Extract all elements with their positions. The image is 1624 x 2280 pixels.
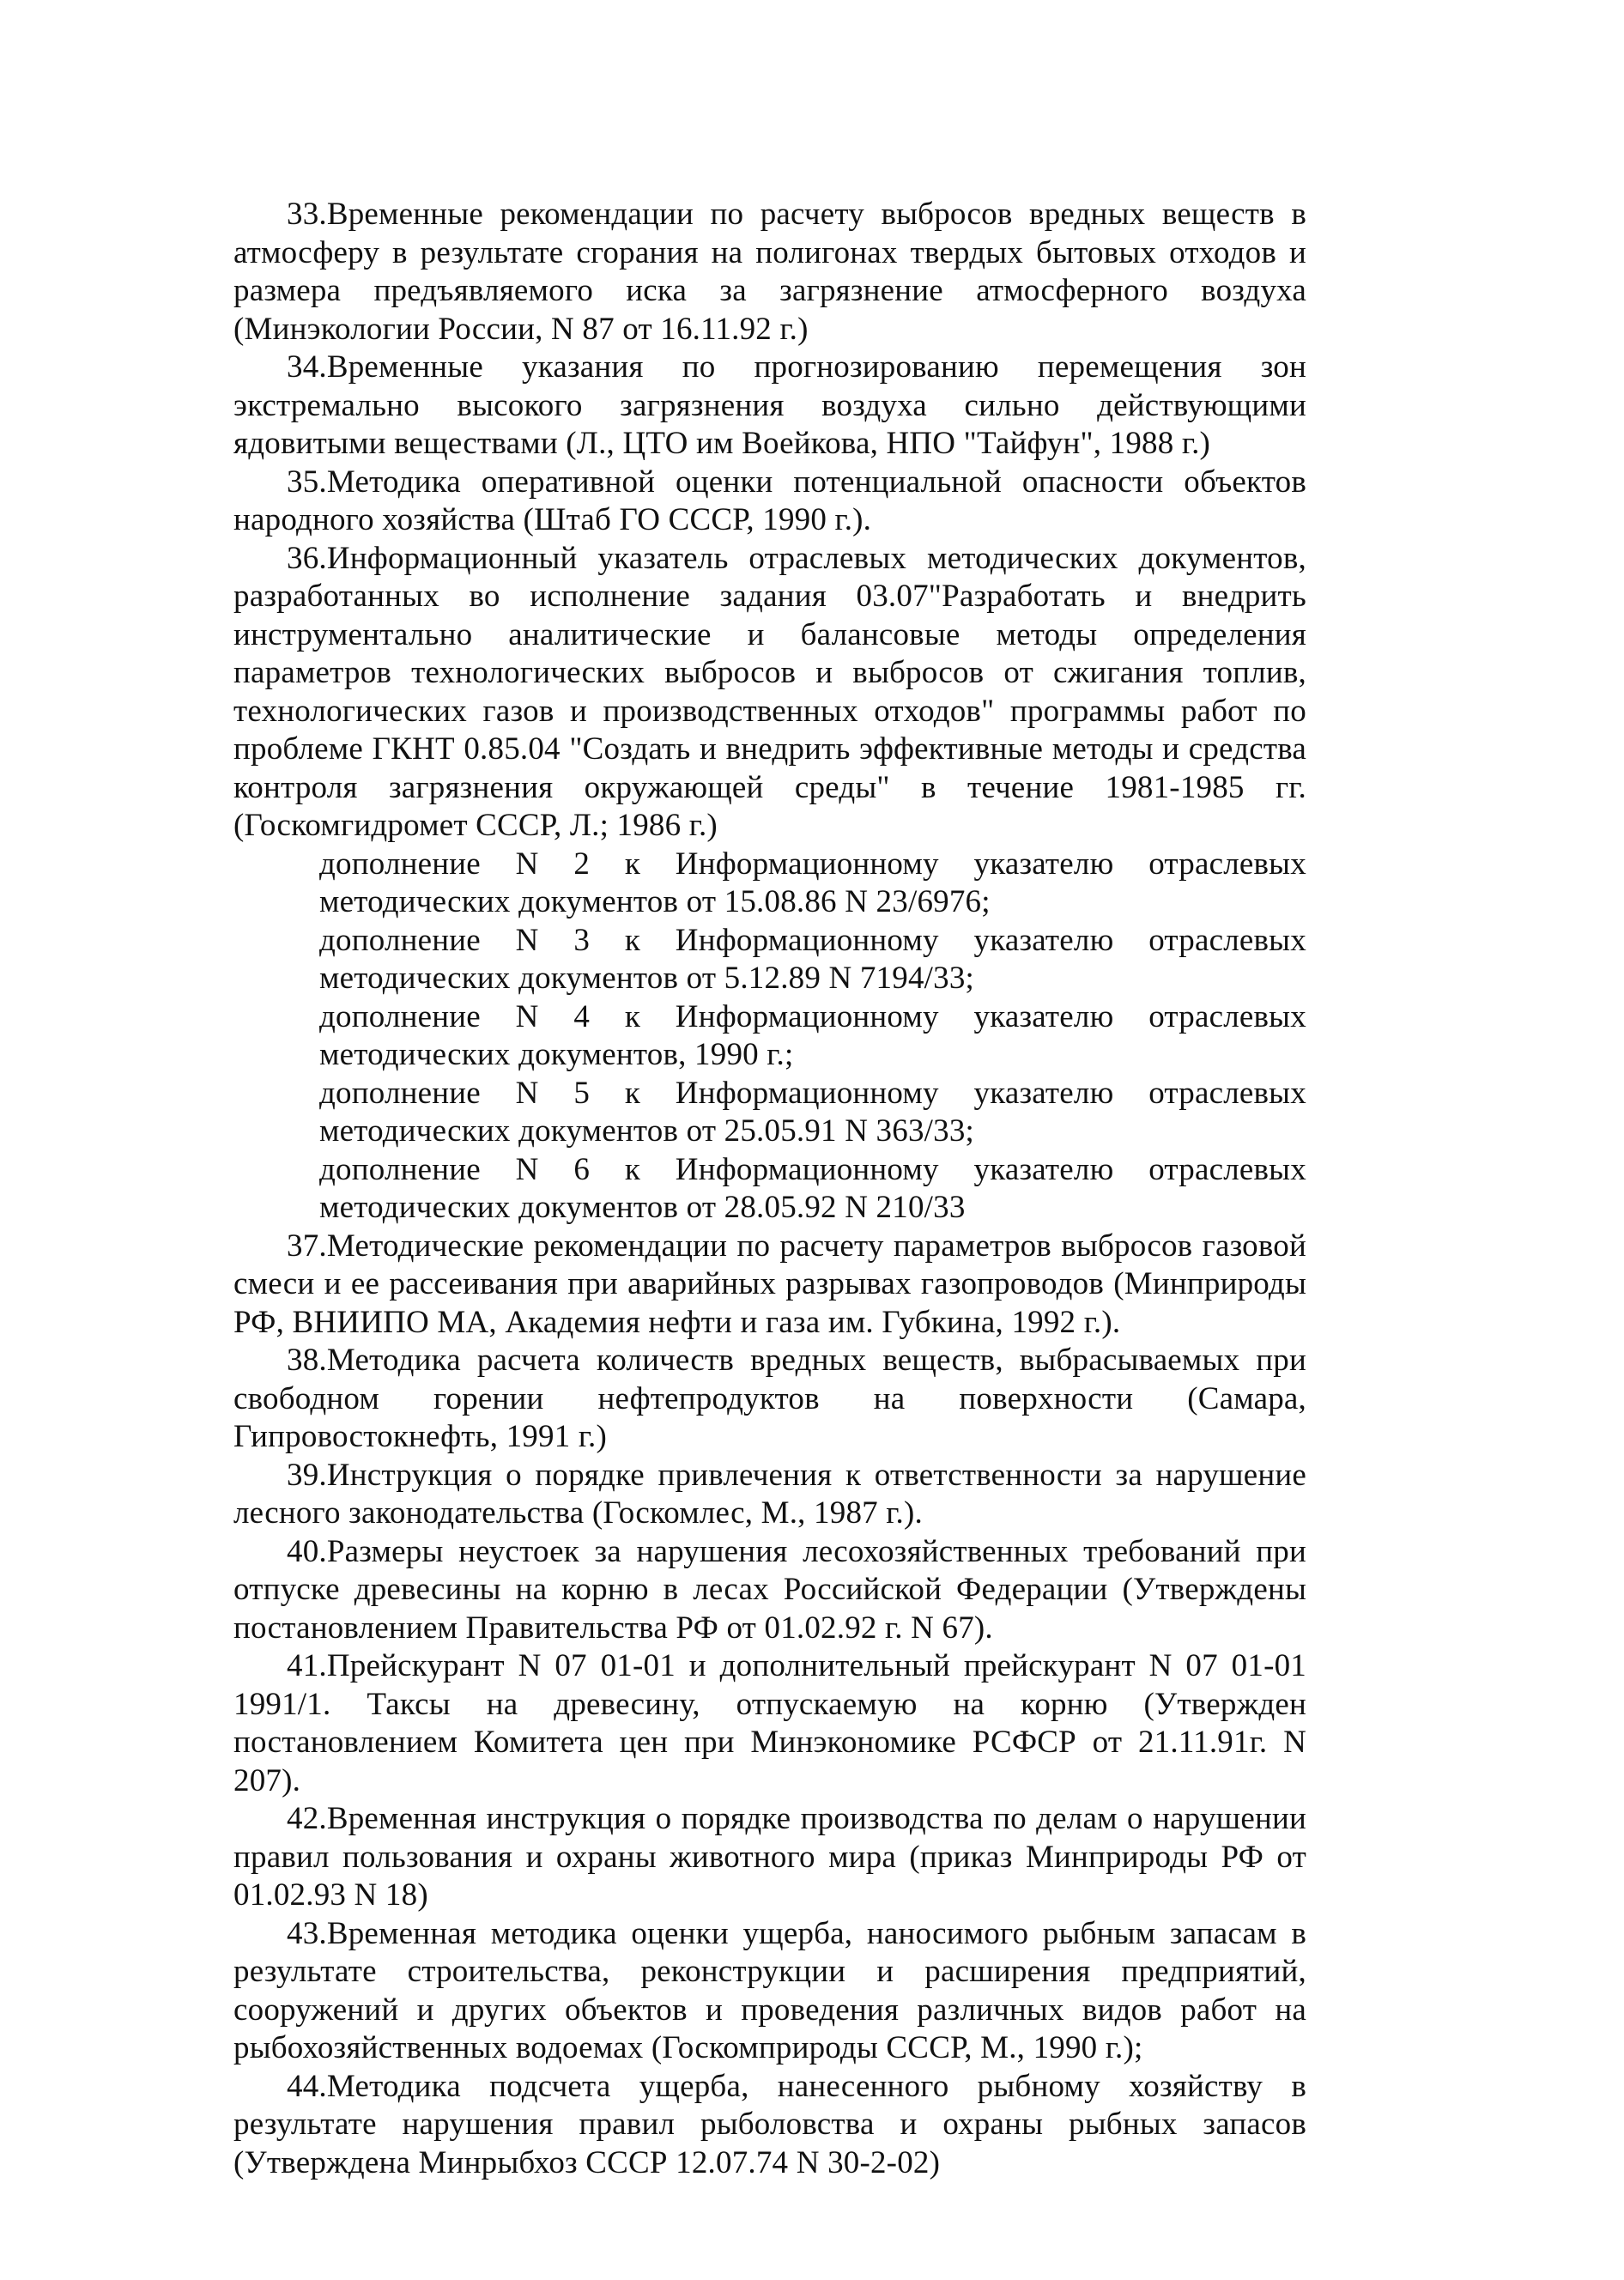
supplement-word: отраслевых	[1148, 922, 1306, 958]
supplement-word: 4	[573, 998, 591, 1034]
supplement-word: N	[515, 846, 539, 882]
supplement-word: 3	[573, 922, 591, 958]
document-page	[233, 196, 1306, 2182]
supplement-word: отраслевых	[1148, 846, 1306, 882]
supplement-word: дополнение	[319, 1151, 481, 1187]
supplement-title-line	[319, 1151, 1306, 1190]
supplement-title-line	[319, 1075, 1306, 1113]
supplement-word: отраслевых	[1148, 1075, 1306, 1111]
supplement-item	[319, 998, 1306, 1075]
supplement-word: N	[515, 998, 539, 1034]
supplement-detail-line: методических документов от 15.08.86 N 23/6976;	[319, 884, 991, 919]
supplement-word: к	[624, 998, 641, 1034]
supplement-word: указателю	[973, 846, 1114, 882]
supplement-title-line	[319, 846, 1306, 884]
supplement-word: указателю	[973, 1075, 1114, 1111]
supplement-word: отраслевых	[1148, 998, 1306, 1034]
reference-paragraph-44: 44.Методика подсчета ущерба, нанесенного рыбному хозяйству в результате нарушения правил рыболовства и охраны рыбных запасов (Утверждена Минрыбхоз СССР 12.07.74 N 30-2-02)	[233, 2068, 1306, 2180]
reference-paragraph-33: 33.Временные рекомендации по расчету выбросов вредных веществ в атмосферу в результате сгорания на полигонах твердых бытовых отходов и размера предъявляемого иска за загрязнение атмосферного воздуха (Минэкологии России, N 87 от 16.11.92 г.)	[233, 197, 1306, 347]
supplement-word: Информационному	[675, 1075, 939, 1111]
supplement-word: к	[624, 1075, 641, 1111]
supplement-word: Информационному	[675, 922, 939, 958]
reference-paragraph-37: 37.Методические рекомендации по расчету параметров выбросов газовой смеси и ее рассеивания при аварийных разрывах газопроводов (Минприроды РФ, ВНИИПО МА, Академия нефти и газа им. Губкина, 1992 г.).	[233, 1228, 1306, 1340]
supplement-item	[319, 1075, 1306, 1151]
supplement-item	[319, 1151, 1306, 1228]
supplement-word: N	[515, 922, 539, 958]
supplement-item	[319, 846, 1306, 922]
supplement-detail-line: методических документов, 1990 г.;	[319, 1037, 794, 1072]
supplement-word: 2	[573, 846, 591, 882]
supplement-word: Информационному	[675, 998, 939, 1034]
supplement-word: к	[624, 846, 641, 882]
supplement-title-line	[319, 998, 1306, 1037]
supplement-word: 6	[573, 1151, 591, 1187]
supplement-word: дополнение	[319, 998, 481, 1034]
supplement-word: дополнение	[319, 846, 481, 882]
supplement-word: N	[515, 1075, 539, 1111]
reference-paragraph-38: 38.Методика расчета количеств вредных веществ, выбрасываемых при свободном горении нефтепродуктов на поверхности (Самара, Гипровостокнефть, 1991 г.)	[233, 1343, 1306, 1454]
reference-paragraph-39: 39.Инструкция о порядке привлечения к ответственности за нарушение лесного законодательства (Госкомлес, М., 1987 г.).	[233, 1457, 1306, 1531]
supplement-detail-line: методических документов от 28.05.92 N 210/33	[319, 1190, 966, 1225]
reference-paragraph-42: 42.Временная инструкция о порядке производства по делам о нарушении правил пользования и охраны животного мира (приказ Минприроды РФ от 01.02.93 N 18)	[233, 1801, 1306, 1913]
supplements-list	[233, 846, 1306, 1228]
supplement-word: указателю	[973, 998, 1114, 1034]
supplement-word: указателю	[973, 922, 1114, 958]
supplement-item	[319, 922, 1306, 998]
supplement-title-line	[319, 922, 1306, 961]
supplement-detail-line: методических документов от 5.12.89 N 7194/33;	[319, 961, 975, 996]
reference-paragraph-34: 34.Временные указания по прогнозированию перемещения зон экстремально высокого загрязнения воздуха сильно действующими ядовитыми веществами (Л., ЦТО им Воейкова, НПО "Тайфун", 1988 г.)	[233, 349, 1306, 461]
supplement-word: 5	[573, 1075, 591, 1111]
reference-paragraph-35: 35.Методика оперативной оценки потенциальной опасности объектов народного хозяйства (Штаб ГО СССР, 1990 г.).	[233, 464, 1306, 537]
supplement-word: дополнение	[319, 1075, 481, 1111]
reference-paragraph-43: 43.Временная методика оценки ущерба, наносимого рыбным запасам в результате строительства, реконструкции и расширения предприятий, сооружений и других объектов и проведения различных видов работ на рыбохозяйственных водоемах (Госкомприроды СССР, М., 1990 г.);	[233, 1915, 1306, 2065]
reference-paragraph-36: 36.Информационный указатель отраслевых методических документов, разработанных во исполнение задания 03.07"Разработать и внедрить инструментально аналитические и балансовые методы определения параметров технологических выбросов и выбросов от сжигания топлив, технологических газов и производственных отходов" программы работ по проблеме ГКНТ 0.85.04 "Создать и внедрить эффективные методы и средства контроля загрязнения окружающей среды" в течение 1981-1985 гг. (Госкомгидромет СССР, Л.; 1986 г.)	[233, 540, 1306, 843]
supplement-word: указателю	[973, 1151, 1114, 1187]
supplement-word: Информационному	[675, 1151, 939, 1187]
reference-paragraph-40: 40.Размеры неустоек за нарушения лесохозяйственных требований при отпуске древесины на корню в лесах Российской Федерации (Утверждены постановлением Правительства РФ от 01.02.92 г. N 67).	[233, 1533, 1306, 1646]
supplement-word: отраслевых	[1148, 1151, 1306, 1187]
supplement-word: к	[624, 922, 641, 958]
supplement-word: к	[624, 1151, 641, 1187]
supplement-word: N	[515, 1151, 539, 1187]
supplement-word: Информационному	[675, 846, 939, 882]
supplement-word: дополнение	[319, 922, 481, 958]
reference-paragraph-41: 41.Прейскурант N 07 01-01 и дополнительный прейскурант N 07 01-01 1991/1. Таксы на древесину, отпускаемую на корню (Утвержден постановлением Комитета цен при Минэкономике РСФСР от 21.11.91г. N 207).	[233, 1648, 1306, 1798]
supplement-detail-line: методических документов от 25.05.91 N 363/33;	[319, 1113, 975, 1149]
